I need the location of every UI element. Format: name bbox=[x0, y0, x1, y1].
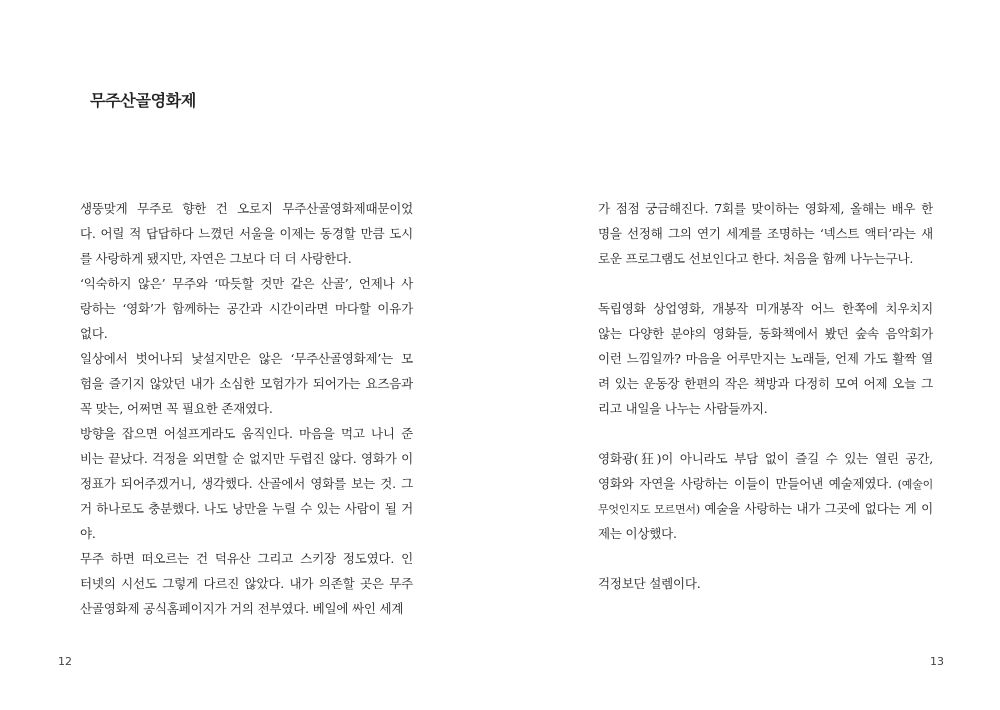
text-line: ‘익숙하지 않은’ 무주와 ‘따듯할 것만 같은 산골’, 언제나 사 bbox=[80, 276, 413, 291]
text-line: 터넷의 시선도 그렇게 다르진 않았다. 내가 의존할 곳은 무주 bbox=[80, 576, 413, 591]
text-line: 려 있는 운동장 한편의 작은 책방과 다정히 모여 어제 오늘 그 bbox=[598, 376, 933, 391]
text-line: 야. bbox=[80, 526, 96, 541]
text-line: 를 사랑하게 됐지만, 자연은 그보다 더 더 사랑한다. bbox=[80, 251, 352, 266]
text-line bbox=[598, 421, 933, 446]
right-page-number: 13 bbox=[930, 655, 944, 668]
text-line: 이런 느낌일까? 마음을 어루만지는 노래들, 언제 가도 활짝 열 bbox=[598, 351, 933, 366]
left-page-number: 12 bbox=[58, 655, 72, 668]
aside-text: 무엇인지도 모르면서) bbox=[598, 503, 700, 516]
text-line: 다. 어릴 적 답답하다 느꼈던 서울을 이제는 동경할 만큼 도시 bbox=[80, 226, 413, 241]
text-line: 않는 다양한 분야의 영화들, 동화책에서 봤던 숲속 음악회가 bbox=[598, 326, 933, 341]
text-line: 로운 프로그램도 선보인다고 한다. 처음을 함께 나누는구나. bbox=[598, 251, 914, 266]
chapter-title: 무주산골영화제 bbox=[90, 91, 197, 110]
right-page bbox=[500, 0, 1000, 710]
text-line: 일상에서 벗어나되 낯설지만은 않은 ‘무주산골영화제’는 모 bbox=[80, 351, 413, 366]
text-line: 정표가 되어주겠거니, 생각했다. 산골에서 영화를 보는 것. 그 bbox=[80, 476, 413, 491]
text-line bbox=[598, 271, 933, 296]
text-line: 명을 선정해 그의 연기 세계를 조명하는 ‘넥스트 액터’라는 새 bbox=[598, 226, 933, 241]
text-line: 산골영화제 공식홈페이지가 거의 전부였다. 베일에 싸인 세계 bbox=[80, 601, 404, 616]
text-line: 무주 하면 떠오르는 건 덕유산 그리고 스키장 정도였다. 인 bbox=[80, 551, 413, 566]
text-line: 비는 끝났다. 걱정을 외면할 순 없지만 두렵진 않다. 영화가 이 bbox=[80, 451, 413, 466]
text-line: 영화와 자연을 사랑하는 이들이 만들어낸 예술제였다. (예술이 bbox=[598, 476, 933, 491]
text-line: 가 점점 궁금해진다. 7회를 맞이하는 영화제, 올해는 배우 한 bbox=[598, 201, 933, 216]
text-line: 방향을 잡으면 어설프게라도 움직인다. 마음을 먹고 나니 준 bbox=[80, 426, 413, 441]
text-line: 꼭 맞는, 어쩌면 꼭 필요한 존재였다. bbox=[80, 401, 273, 416]
aside-text: (예술이 bbox=[897, 478, 933, 491]
text-line: 독립영화 상업영화, 개봉작 미개봉작 어느 한쪽에 치우치지 bbox=[598, 301, 933, 316]
right-body-text bbox=[598, 196, 933, 596]
text-line: 무엇인지도 모르면서) 예술을 사랑하는 내가 그곳에 없다는 게 이 bbox=[598, 501, 933, 516]
text-line: 랑하는 ‘영화’가 함께하는 공간과 시간이라면 마다할 이유가 bbox=[80, 301, 413, 316]
text-line bbox=[598, 546, 933, 571]
text-line: 생뚱맞게 무주로 향한 건 오로지 무주산골영화제때문이었 bbox=[80, 201, 413, 216]
left-body-text bbox=[80, 196, 413, 621]
text-line: 영화광(狂)이 아니라도 부담 없이 즐길 수 있는 열린 공간, bbox=[598, 451, 933, 466]
text-line: 리고 내일을 나누는 사람들까지. bbox=[598, 401, 768, 416]
text-line: 걱정보단 설렘이다. bbox=[598, 576, 701, 591]
text-line: 거 하나로도 충분했다. 나도 낭만을 누릴 수 있는 사람이 될 거 bbox=[80, 501, 413, 516]
text-line: 험을 즐기지 않았던 내가 소심한 모험가가 되어가는 요즈음과 bbox=[80, 376, 413, 391]
text-line: 제는 이상했다. bbox=[598, 526, 677, 541]
text-line: 없다. bbox=[80, 326, 108, 341]
